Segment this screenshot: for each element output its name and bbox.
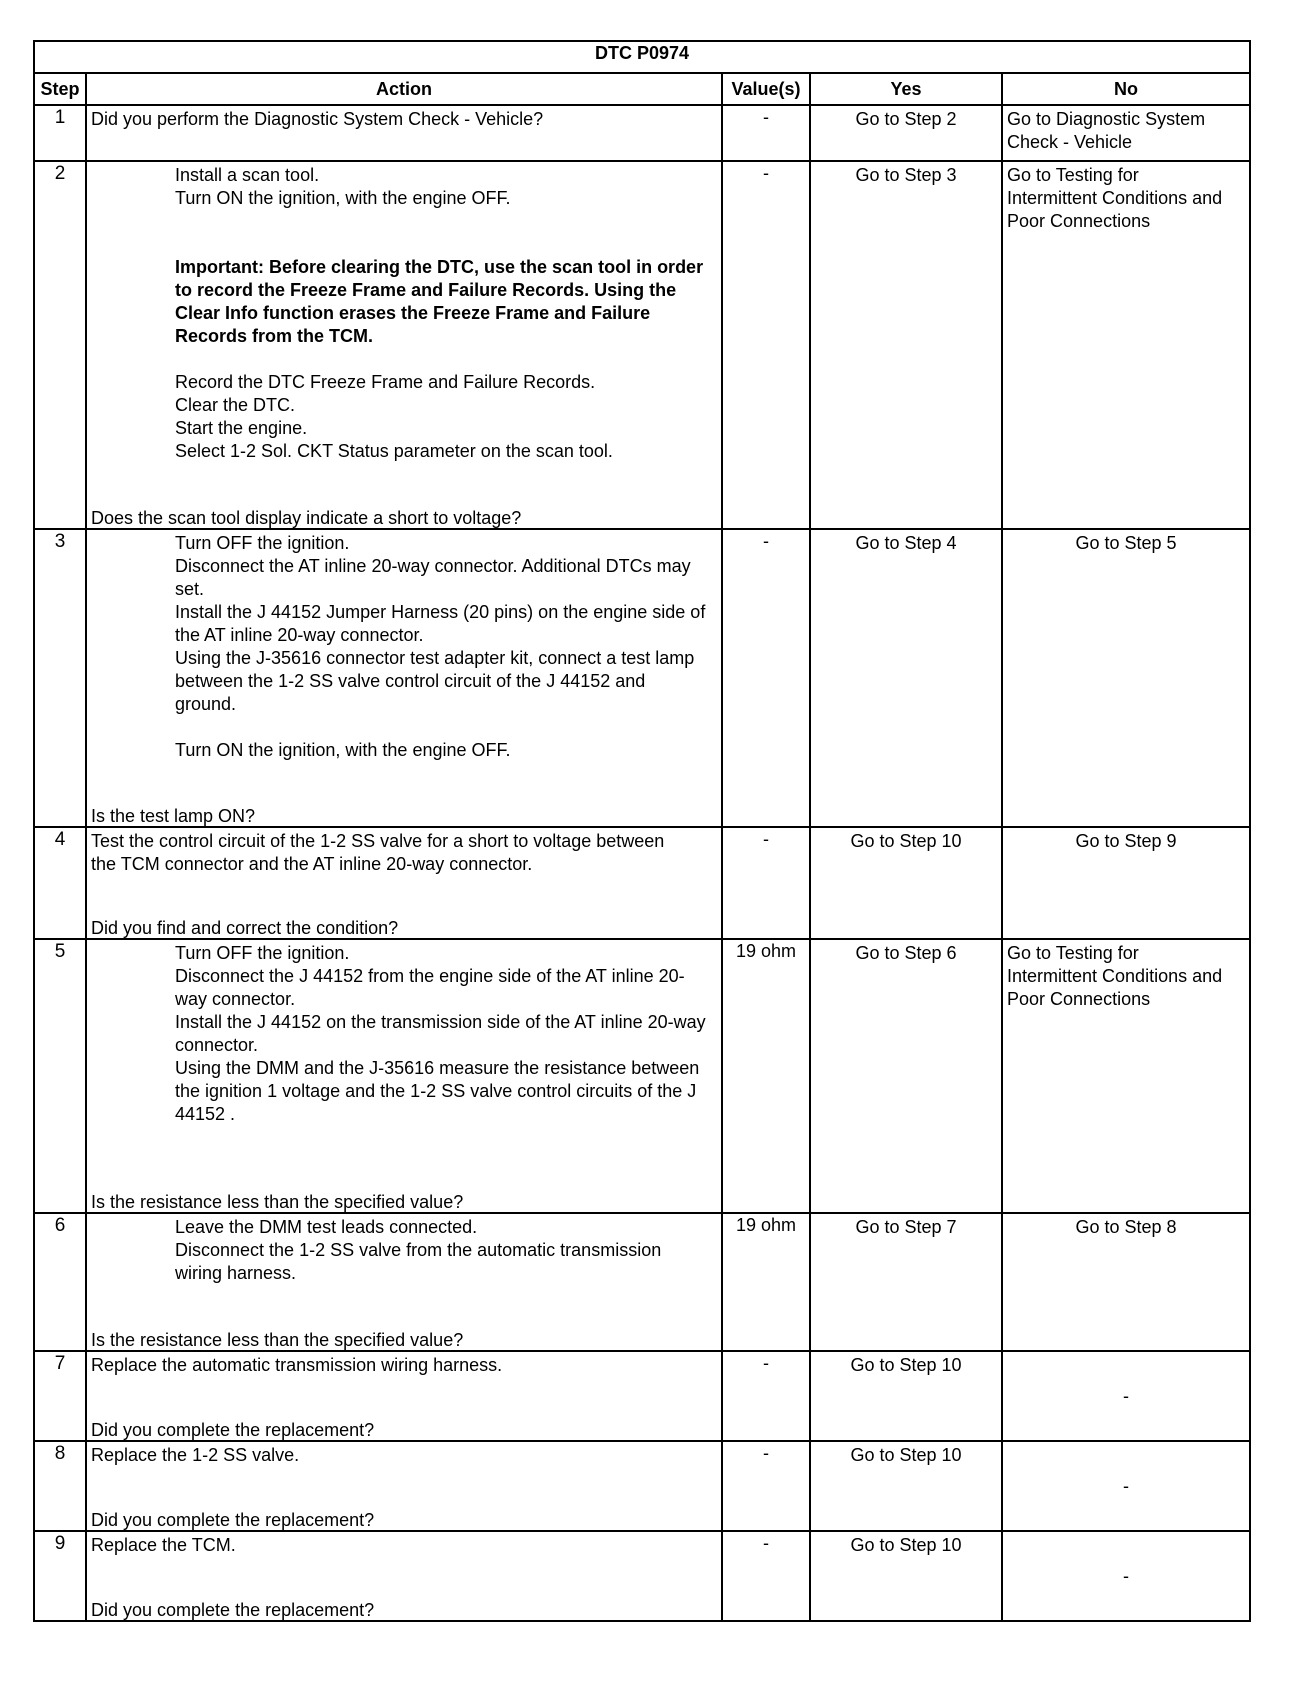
value-cell: - bbox=[722, 827, 810, 939]
instruction: Record the DTC Freeze Frame and Failure Records. bbox=[175, 372, 596, 392]
instruction: Replace the 1-2 SS valve. bbox=[91, 1445, 300, 1465]
instruction: Test the control circuit of the 1-2 SS valve for a short to voltage between the TCM connector and the AT inline 20-way connector. bbox=[91, 831, 665, 874]
step-question: Did you complete the replacement? bbox=[91, 1420, 375, 1440]
table-row bbox=[34, 1531, 1250, 1621]
value-cell: 19 ohm bbox=[722, 939, 810, 1213]
instruction: Start the engine. bbox=[175, 418, 308, 438]
no-cell bbox=[1002, 105, 1250, 161]
instruction: Clear the DTC. bbox=[175, 395, 296, 415]
no-text: Go to Testing for Intermittent Conditions and Poor Connections bbox=[1007, 165, 1223, 231]
step-question: Did you complete the replacement? bbox=[91, 1510, 375, 1530]
no-text: Go to Diagnostic System Check - Vehicle bbox=[1007, 109, 1206, 152]
no-cell: - bbox=[1002, 1531, 1250, 1621]
instruction: Turn OFF the ignition. bbox=[175, 533, 350, 553]
table-row bbox=[34, 529, 1250, 827]
header-values: Value(s) bbox=[722, 73, 810, 105]
yes-text: Go to Step 7 bbox=[855, 1217, 957, 1237]
table-row bbox=[34, 939, 1250, 1213]
step-question: Did you find and correct the condition? bbox=[91, 918, 399, 938]
no-cell bbox=[1002, 827, 1250, 939]
value-cell: - bbox=[722, 529, 810, 827]
important-note: Important: Before clearing the DTC, use the scan tool in order to record the Freeze Frame and Failure Records. Using the Clear Info function erases the Freeze Frame and Failure Records from the TCM. bbox=[175, 257, 704, 346]
yes-cell bbox=[810, 1213, 1002, 1351]
no-cell: - bbox=[1002, 1351, 1250, 1441]
table-row bbox=[34, 1441, 1250, 1531]
action-cell bbox=[86, 529, 722, 827]
step-question: Is the resistance less than the specified value? bbox=[91, 1192, 464, 1212]
header-yes: Yes bbox=[810, 73, 1002, 105]
header-row bbox=[34, 73, 1250, 105]
yes-text: Go to Step 2 bbox=[855, 109, 957, 129]
yes-text: Go to Step 10 bbox=[850, 1445, 962, 1465]
action-cell bbox=[86, 1531, 722, 1621]
yes-cell bbox=[810, 1531, 1002, 1621]
header-step: Step bbox=[34, 73, 86, 105]
instruction: Disconnect the J 44152 from the engine side of the AT inline 20-way connector. bbox=[175, 966, 685, 1009]
instruction: Turn ON the ignition, with the engine OFF. bbox=[175, 188, 511, 208]
no-text: Go to Step 8 bbox=[1075, 1217, 1177, 1237]
yes-text: Go to Step 10 bbox=[850, 1535, 962, 1555]
step-number: 7 bbox=[34, 1351, 86, 1441]
no-cell bbox=[1002, 939, 1250, 1213]
value-cell: 19 ohm bbox=[722, 1213, 810, 1351]
no-text: Go to Testing for Intermittent Conditions and Poor Connections bbox=[1007, 943, 1223, 1009]
yes-text: Go to Step 4 bbox=[855, 533, 957, 553]
action-cell bbox=[86, 105, 722, 161]
step-number: 4 bbox=[34, 827, 86, 939]
value-cell: - bbox=[722, 1531, 810, 1621]
step-question: Did you perform the Diagnostic System Check - Vehicle? bbox=[91, 109, 544, 129]
table-row bbox=[34, 105, 1250, 161]
table-row bbox=[34, 1213, 1250, 1351]
yes-cell bbox=[810, 105, 1002, 161]
step-number: 6 bbox=[34, 1213, 86, 1351]
instruction: Replace the automatic transmission wiring harness. bbox=[91, 1355, 503, 1375]
no-cell bbox=[1002, 1213, 1250, 1351]
step-question: Does the scan tool display indicate a short to voltage? bbox=[91, 508, 522, 528]
no-cell bbox=[1002, 161, 1250, 529]
yes-cell bbox=[810, 529, 1002, 827]
value-cell: - bbox=[722, 1441, 810, 1531]
table-row bbox=[34, 827, 1250, 939]
diagnostic-table bbox=[33, 40, 1251, 1622]
instruction: Disconnect the AT inline 20-way connector. Additional DTCs may set. bbox=[175, 556, 691, 599]
instruction: Select 1-2 Sol. CKT Status parameter on the scan tool. bbox=[175, 441, 613, 461]
step-number: 3 bbox=[34, 529, 86, 827]
step-number: 2 bbox=[34, 161, 86, 529]
instruction: Install the J 44152 on the transmission side of the AT inline 20-way connector. bbox=[175, 1012, 706, 1055]
step-number: 5 bbox=[34, 939, 86, 1213]
table-row bbox=[34, 161, 1250, 529]
instruction: Using the DMM and the J-35616 measure the resistance between the ignition 1 voltage and the 1-2 SS valve control circuits of the J 44152 . bbox=[175, 1058, 700, 1124]
instruction: Install a scan tool. bbox=[175, 165, 320, 185]
yes-text: Go to Step 6 bbox=[855, 943, 957, 963]
header-action: Action bbox=[86, 73, 722, 105]
yes-text: Go to Step 10 bbox=[850, 1355, 962, 1375]
yes-cell bbox=[810, 1351, 1002, 1441]
yes-cell bbox=[810, 939, 1002, 1213]
value-cell: - bbox=[722, 1351, 810, 1441]
instruction: Replace the TCM. bbox=[91, 1535, 236, 1555]
header-no: No bbox=[1002, 73, 1250, 105]
no-cell bbox=[1002, 529, 1250, 827]
instruction: Disconnect the 1-2 SS valve from the automatic transmission wiring harness. bbox=[175, 1240, 662, 1283]
instruction: Using the J-35616 connector test adapter kit, connect a test lamp between the 1-2 SS valve control circuit of the J 44152 and ground. bbox=[175, 648, 695, 714]
table-row bbox=[34, 1351, 1250, 1441]
action-cell bbox=[86, 827, 722, 939]
action-cell bbox=[86, 1441, 722, 1531]
value-cell: - bbox=[722, 161, 810, 529]
instruction: Turn ON the ignition, with the engine OFF. bbox=[175, 740, 511, 760]
table-title: DTC P0974 bbox=[34, 41, 1250, 73]
yes-cell bbox=[810, 161, 1002, 529]
yes-text: Go to Step 3 bbox=[855, 165, 957, 185]
yes-cell bbox=[810, 827, 1002, 939]
action-cell bbox=[86, 161, 722, 529]
yes-text: Go to Step 10 bbox=[850, 831, 962, 851]
step-question: Did you complete the replacement? bbox=[91, 1600, 375, 1620]
yes-cell bbox=[810, 1441, 1002, 1531]
step-number: 8 bbox=[34, 1441, 86, 1531]
action-cell bbox=[86, 1351, 722, 1441]
step-number: 1 bbox=[34, 105, 86, 161]
instruction: Install the J 44152 Jumper Harness (20 pins) on the engine side of the AT inline 20-way connector. bbox=[175, 602, 706, 645]
no-text: Go to Step 9 bbox=[1075, 831, 1177, 851]
step-question: Is the resistance less than the specified value? bbox=[91, 1330, 464, 1350]
action-cell bbox=[86, 939, 722, 1213]
no-cell: - bbox=[1002, 1441, 1250, 1531]
value-cell: - bbox=[722, 105, 810, 161]
action-cell bbox=[86, 1213, 722, 1351]
no-text: Go to Step 5 bbox=[1075, 533, 1177, 553]
instruction: Leave the DMM test leads connected. bbox=[175, 1217, 478, 1237]
step-number: 9 bbox=[34, 1531, 86, 1621]
step-question: Is the test lamp ON? bbox=[91, 806, 256, 826]
instruction: Turn OFF the ignition. bbox=[175, 943, 350, 963]
